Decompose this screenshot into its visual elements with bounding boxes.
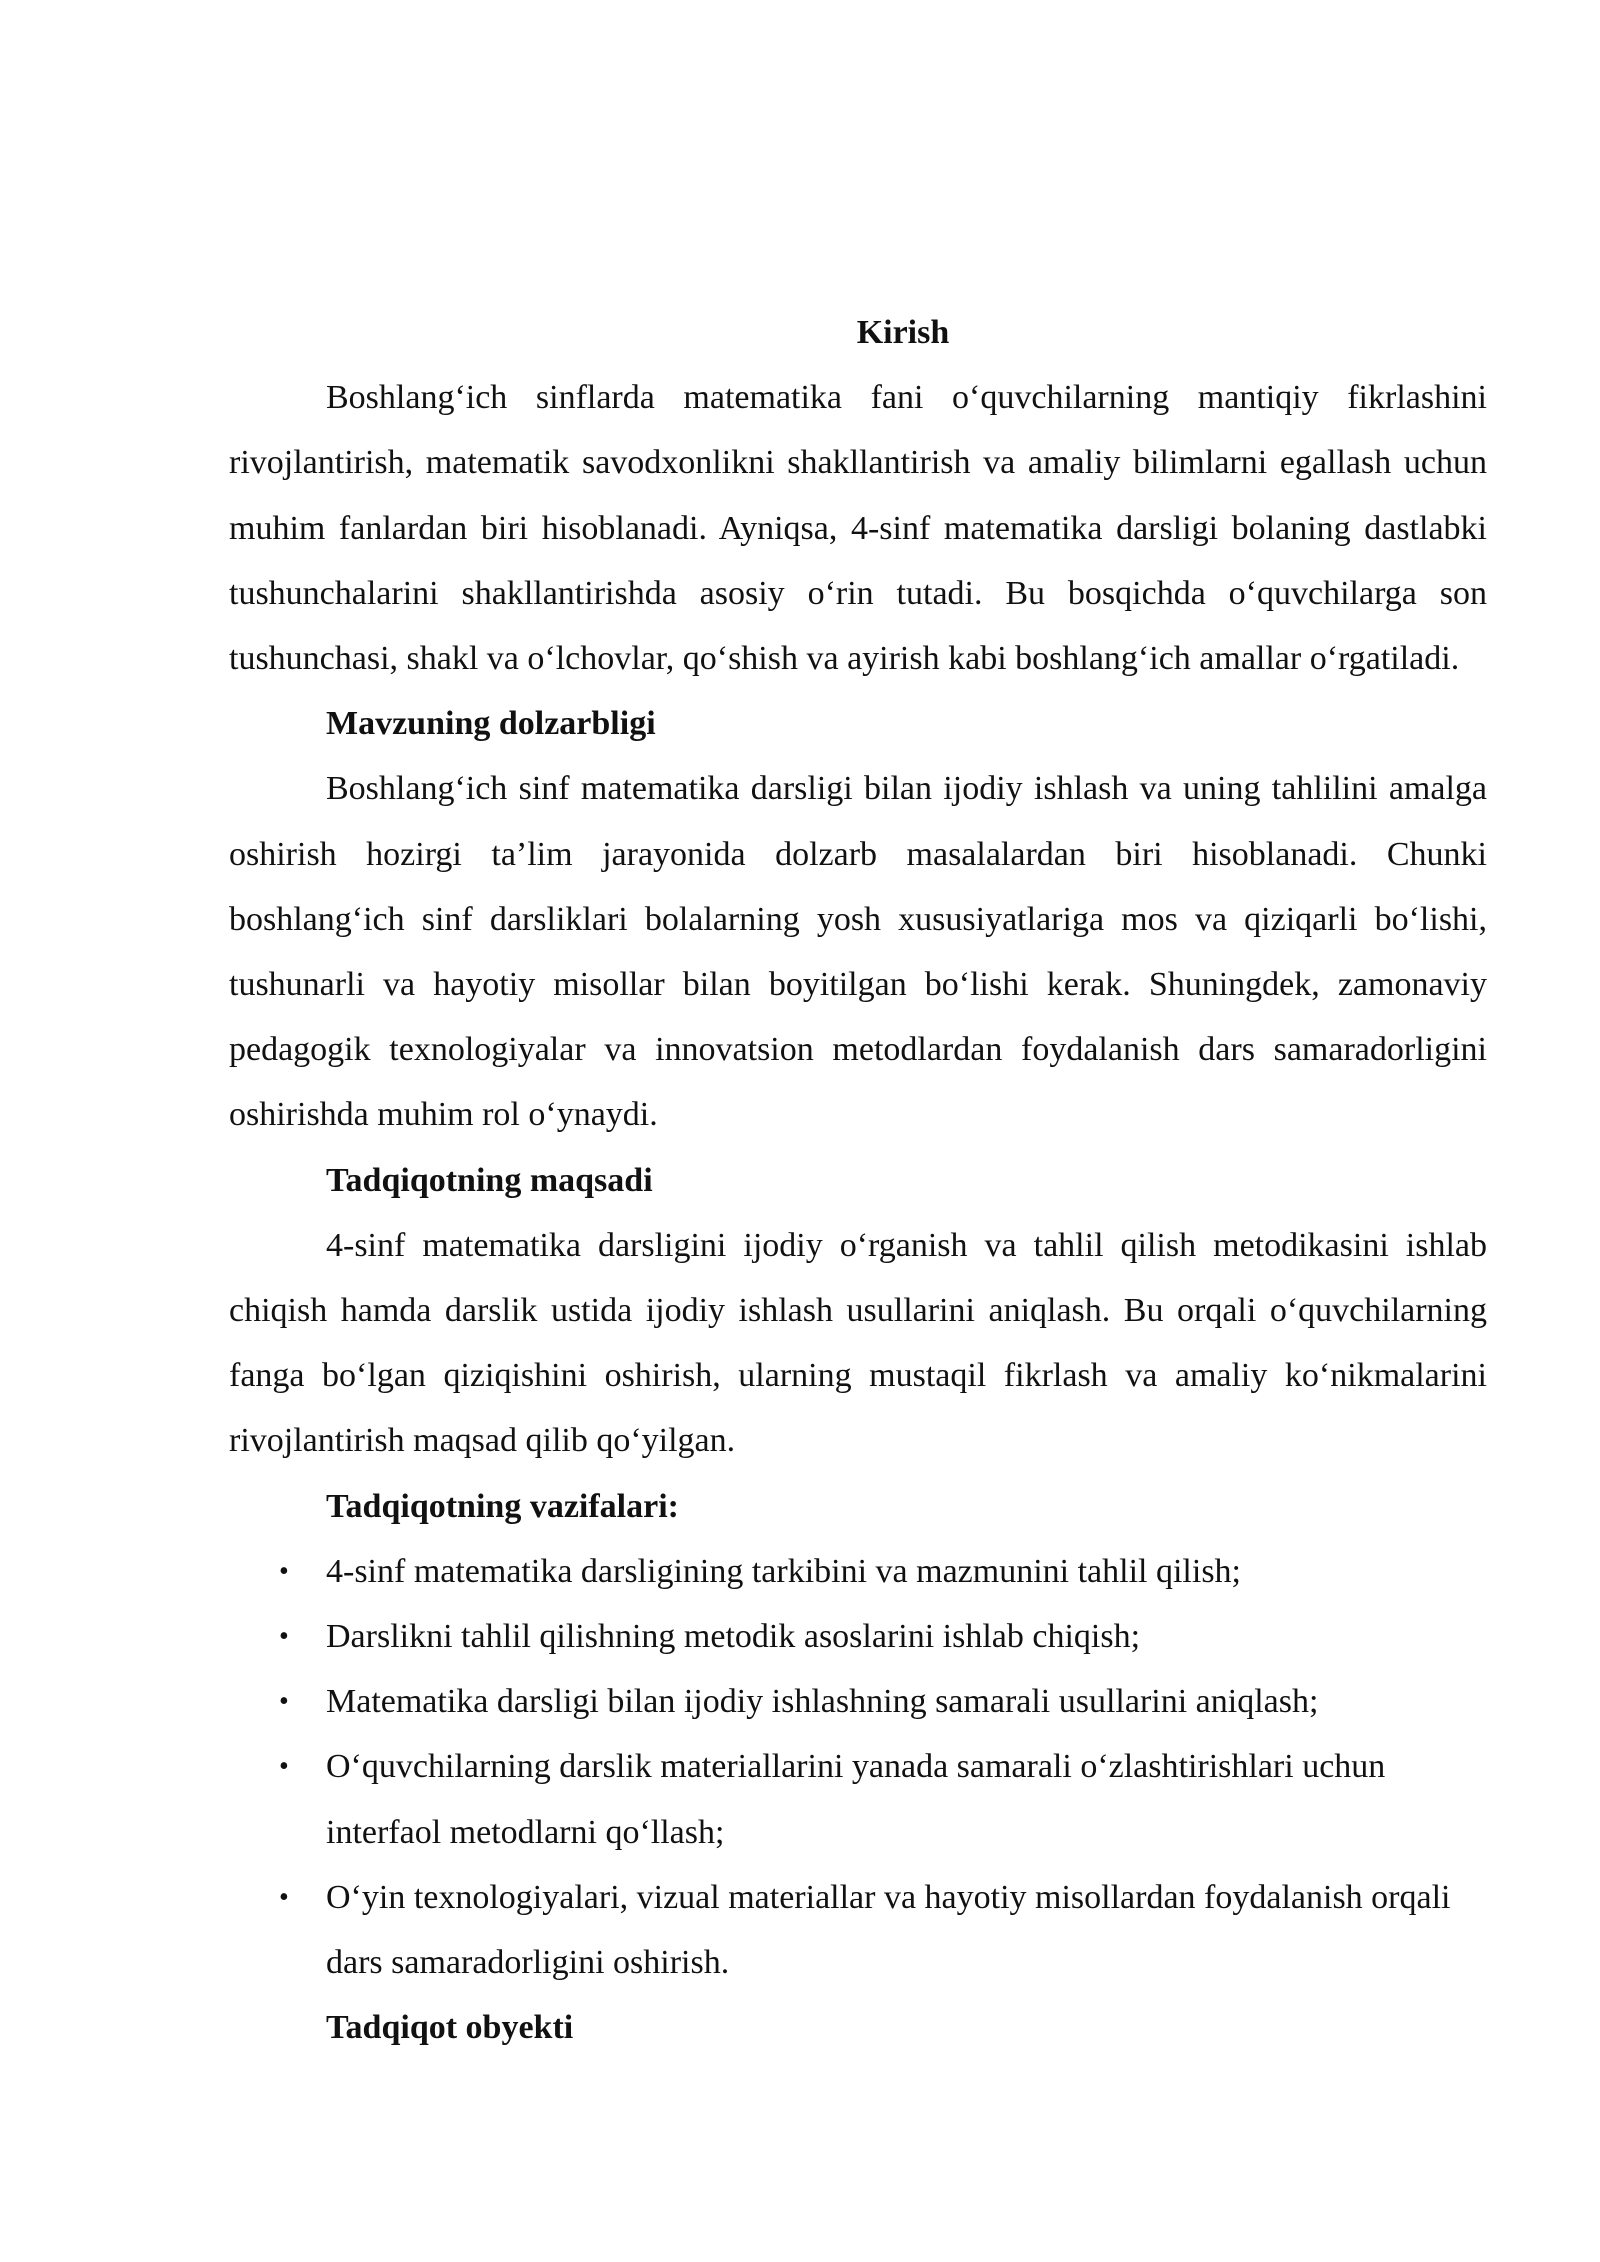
goal-paragraph: 4-sinf matematika darsligini ijodiy o‘rganish va tahlil qilish metodikasini ishlab chiqish hamda darslik ustida ijodiy ishlash usullarini aniqlash. Bu orqali o‘quvchilarning fanga bo‘lgan qiziqishini oshirish, ularning mustaqil fikrlash va amaliy ko‘nikmalarini rivojlantirish maqsad qilib qo‘yilgan. (229, 1226, 1487, 1460)
list-item-text: O‘yin texnologiyalari, vizual materiallar va hayotiy misollardan foydalanish orqali dars samaradorligini oshirish. (326, 1878, 1451, 1982)
tasks-list (229, 1539, 1487, 1995)
list-item-text: Matematika darsligi bilan ijodiy ishlashning samarali usullarini aniqlash; (326, 1683, 1319, 1721)
list-item (229, 1734, 1487, 1864)
list-item-text: O‘quvchilarning darslik materiallarini yanada samarali o‘zlashtirishlari uchun interfaol metodlarni qo‘llash; (326, 1748, 1386, 1851)
relevance-paragraph: Boshlang‘ich sinf matematika darsligi bilan ijodiy ishlash va uning tahlilini amalga oshirish hozirgi ta’lim jarayonida dolzarb masalalardan biri hisoblanadi. Chunki boshlang‘ich sinf darsliklari bolalarning yosh xususiyatlariga mos va qiziqarli bo‘lishi, tushunarli va hayotiy misollar bilan boyitilgan bo‘lishi kerak. Shuningdek, zamonaviy pedagogik texnologiyalar va innovatsion metodlardan foydalanish dars samaradorligini oshirishda muhim rol o‘ynaydi. (229, 770, 1487, 1134)
document-title: Kirish (856, 314, 950, 351)
intro-paragraph: Boshlang‘ich sinflarda matematika fani o‘quvchilarning mantiqiy fikrlashini rivojlantirish, matematik savodxonlikni shakllantirish va amaliy bilimlarni egallash uchun muhim fanlardan biri hisoblanadi. Ayniqsa, 4-sinf matematika darsligi bolaning dastlabki tushunchalarini shakllantirishda asosiy o‘rin tutadi. Bu bosqichda o‘quvchilarga son tushunchasi, shakl va o‘lchovlar, qo‘shish va ayirish kabi boshlang‘ich amallar o‘rgatiladi. (229, 379, 1487, 678)
list-item-text: Darslikni tahlil qilishning metodik asoslarini ishlab chiqish; (326, 1618, 1141, 1656)
bullet-icon: • (279, 1881, 289, 1913)
list-item (229, 1865, 1487, 1995)
bullet-icon: • (279, 1555, 289, 1587)
list-item (229, 1539, 1487, 1604)
list-item-text: 4-sinf matematika darsligining tarkibini va mazmunini tahlil qilish; (326, 1552, 1241, 1590)
object-heading: Tadqiqot obyekti (326, 2009, 574, 2047)
document-page (229, 300, 1487, 2060)
goal-heading: Tadqiqotning maqsadi (326, 1161, 653, 1199)
relevance-heading: Mavzuning dolzarbligi (326, 705, 656, 743)
bullet-icon: • (279, 1686, 289, 1718)
tasks-heading: Tadqiqotning vazifalari: (326, 1487, 679, 1525)
list-item (229, 1669, 1487, 1734)
bullet-icon: • (279, 1621, 289, 1653)
list-item (229, 1604, 1487, 1669)
bullet-icon: • (279, 1751, 289, 1783)
